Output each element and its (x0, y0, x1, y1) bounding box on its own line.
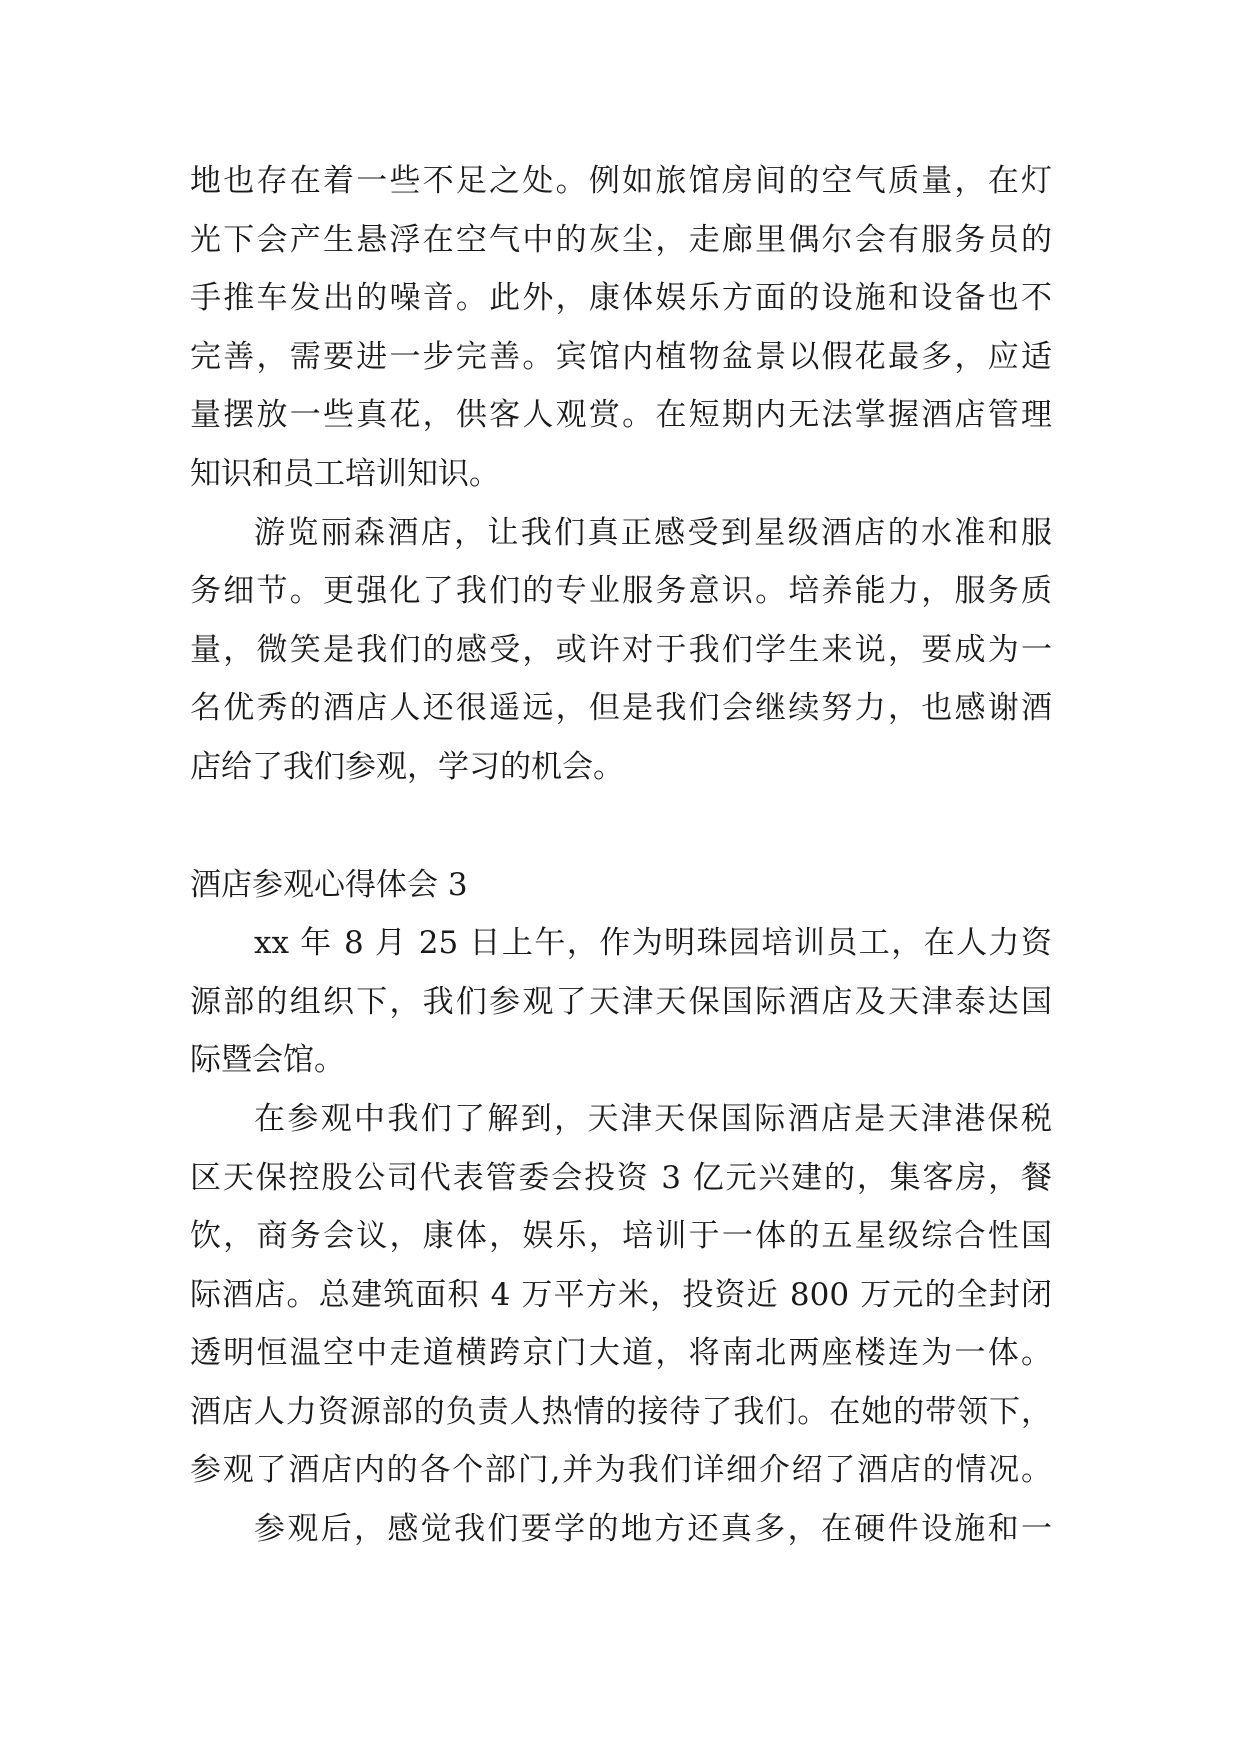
text-line: 饮，商务会议，康体，娱乐，培训于一体的五星级综合性国 (190, 1218, 1052, 1255)
text-line: 参观后，感觉我们要学的地方还真多，在硬件设施和一 (254, 1511, 1052, 1548)
text-line: 量摆放一些真花，供客人观赏。在短期内无法掌握酒店管理 (190, 397, 1052, 434)
text-line: 务细节。更强化了我们的专业服务意识。培养能力，服务质 (190, 573, 1052, 610)
section-heading: 酒店参观心得体会 3 (190, 866, 468, 903)
text-line: 区天保控股公司代表管委会投资 3 亿元兴建的，集客房，餐 (190, 1159, 1052, 1196)
text-line: 源部的组织下，我们参观了天津天保国际酒店及天津泰达国 (190, 983, 1052, 1020)
paragraph-section2-1 (190, 914, 1052, 1090)
text-line: 店给了我们参观，学习的机会。 (190, 748, 624, 785)
text-line: 际暨会馆。 (190, 1042, 345, 1079)
text-line: 手推车发出的噪音。此外，康体娱乐方面的设施和设备也不 (190, 280, 1052, 317)
paragraph-section1-1 (190, 152, 1052, 504)
section-gap (190, 797, 1052, 856)
text-line: 名优秀的酒店人还很遥远，但是我们会继续努力，也感谢酒 (190, 690, 1052, 727)
text-line: 光下会产生悬浮在空气中的灰尘，走廊里偶尔会有服务员的 (190, 221, 1052, 258)
text-line: 游览丽森酒店，让我们真正感受到星级酒店的水准和服 (254, 514, 1052, 551)
text-line: 量，微笑是我们的感受，或许对于我们学生来说，要成为一 (190, 631, 1052, 668)
paragraph-section2-3 (190, 1500, 1052, 1559)
text-line: 完善，需要进一步完善。宾馆内植物盆景以假花最多，应适 (190, 338, 1052, 375)
text-line: 透明恒温空中走道横跨京门大道，将南北两座楼连为一体。 (190, 1335, 1052, 1372)
text-line: 知识和员工培训知识。 (190, 455, 500, 492)
text-line: 酒店人力资源部的负责人热情的接待了我们。在她的带领下， (190, 1393, 1052, 1430)
text-line: 际酒店。总建筑面积 4 万平方米，投资近 800 万元的全封闭 (190, 1276, 1052, 1313)
text-line: 地也存在着一些不足之处。例如旅馆房间的空气质量，在灯 (190, 163, 1052, 199)
paragraph-section1-2 (190, 504, 1052, 797)
text-line: xx 年 8 月 25 日上午，作为明珠园培训员工，在人力资 (254, 925, 1052, 962)
paragraph-section2-2 (190, 1090, 1052, 1500)
text-line: 参观了酒店内的各个部门,并为我们详细介绍了酒店的情况。 (190, 1452, 1052, 1489)
document-body (190, 152, 1052, 1559)
text-line: 在参观中我们了解到，天津天保国际酒店是天津港保税 (254, 1100, 1052, 1137)
